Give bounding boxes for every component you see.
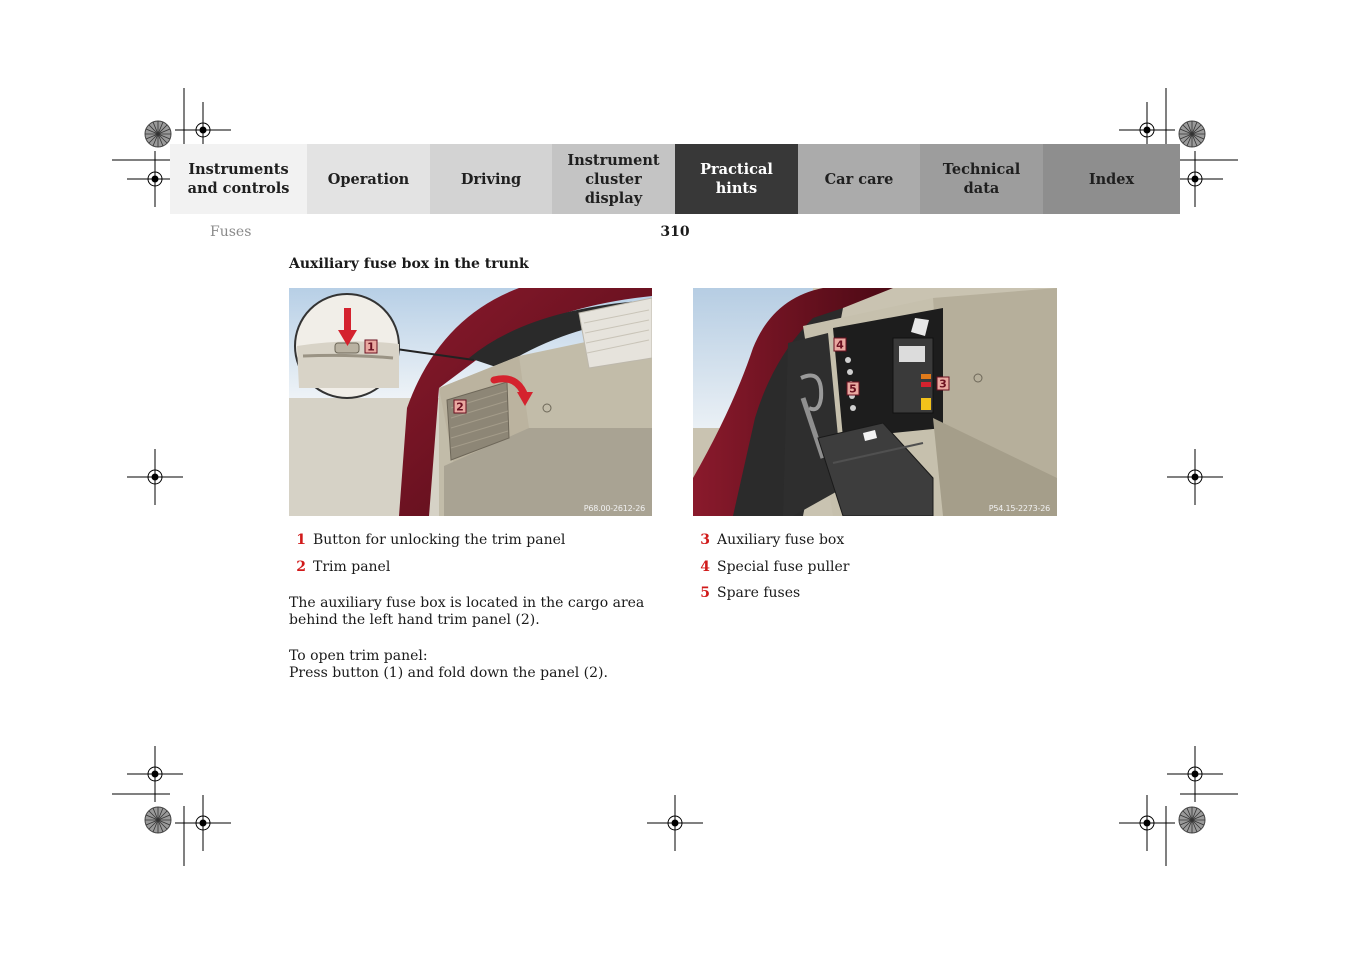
paragraph-line: To open trim panel: — [289, 648, 428, 664]
tab-label: Index — [1088, 170, 1135, 188]
tab-index[interactable] — [1043, 144, 1180, 214]
callout-label: 1 — [367, 340, 375, 354]
legend-item — [289, 532, 565, 548]
tab-driving[interactable] — [430, 144, 552, 214]
figure-code: P54.15-2273-26 — [988, 504, 1050, 513]
trunk-trim-panel-illustration — [289, 288, 652, 516]
legend-item — [693, 585, 800, 601]
callout-label: 2 — [456, 400, 464, 414]
callout-label: 5 — [849, 382, 857, 396]
chapter-nav — [170, 144, 1180, 214]
legend-number: 1 — [296, 532, 306, 548]
legend-number: 4 — [700, 559, 710, 575]
legend-number: 5 — [700, 585, 710, 601]
tab-label: Practical hints — [700, 161, 773, 197]
body-paragraph — [289, 595, 644, 629]
tab-label: Driving — [460, 170, 522, 188]
paragraph-line: behind the left hand trim panel (2). — [289, 612, 540, 628]
tab-label: Instruments and controls — [187, 161, 290, 197]
legend-text: Spare fuses — [717, 585, 801, 601]
paragraph-line: Press button (1) and fold down the panel (2). — [289, 665, 608, 681]
legend-number: 2 — [296, 559, 306, 575]
figure-code: P68.00-2612-26 — [583, 504, 645, 513]
legend-text: Button for unlocking the trim panel — [313, 532, 566, 548]
page-heading: Auxiliary fuse box in the trunk — [289, 256, 529, 272]
legend-item — [693, 559, 849, 575]
auxiliary-fuse-box-illustration — [693, 288, 1057, 516]
tab-label: Technical data — [942, 161, 1021, 197]
callout-label: 4 — [836, 338, 844, 352]
section-label: Fuses — [210, 224, 252, 240]
paragraph-line: The auxiliary fuse box is located in the cargo area — [289, 595, 645, 611]
legend-text: Special fuse puller — [717, 559, 850, 575]
legend-text: Auxiliary fuse box — [717, 532, 845, 548]
legend-number: 3 — [700, 532, 710, 548]
tab-technical-data[interactable] — [920, 144, 1043, 214]
legend-item — [289, 559, 390, 575]
tab-car-care[interactable] — [798, 144, 920, 214]
tab-practical-hints[interactable] — [675, 144, 798, 214]
tab-label: Car care — [824, 170, 894, 188]
page-number: 310 — [660, 224, 690, 240]
tab-instrument-cluster-display[interactable] — [552, 144, 675, 214]
tab-operation[interactable] — [307, 144, 430, 214]
callout-label: 3 — [939, 377, 947, 391]
tab-label: Operation — [327, 170, 410, 188]
tab-instruments-and-controls[interactable] — [170, 144, 307, 214]
tab-label: Instrument cluster display — [567, 151, 660, 207]
legend-text: Trim panel — [313, 559, 391, 575]
legend-item — [693, 532, 844, 548]
instruction-paragraph — [289, 648, 608, 682]
